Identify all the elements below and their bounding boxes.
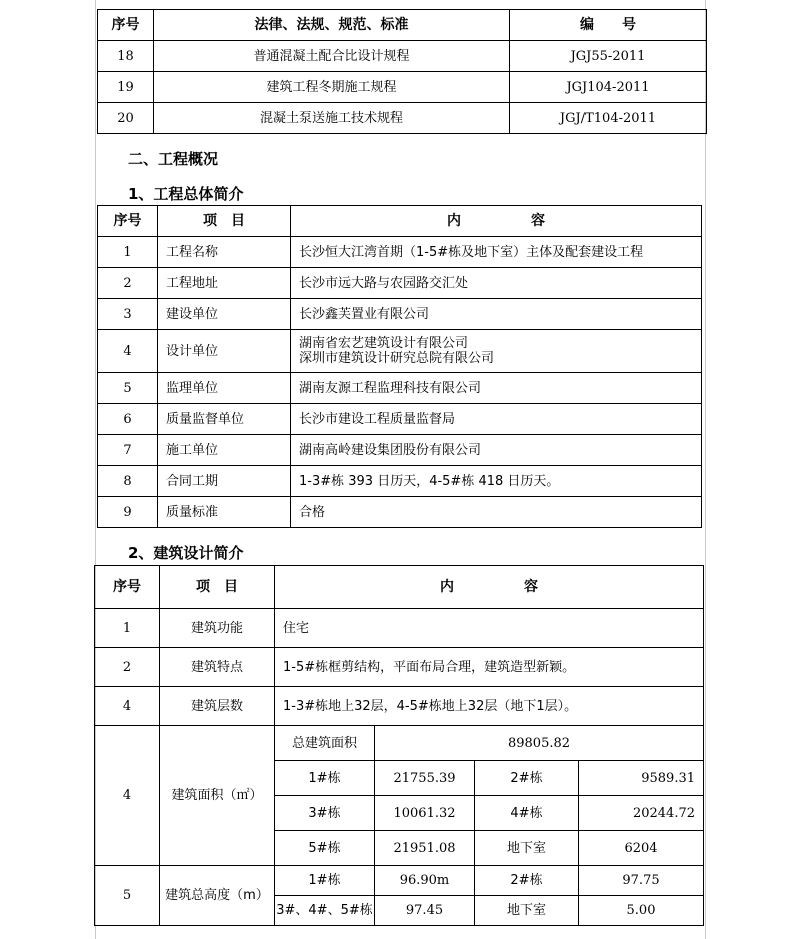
row-no: 4 (98, 330, 158, 373)
building-label: 1#栋 (275, 866, 375, 896)
table-row (98, 103, 707, 134)
total-area-label: 总建筑面积 (275, 726, 375, 761)
table-row (98, 299, 702, 330)
table-row (95, 866, 704, 896)
subsection-heading: 1、工程总体简介 (128, 185, 244, 203)
designer-line-1: 湖南省宏艺建筑设计有限公司 (299, 336, 469, 351)
item-content: 湖南友源工程监理科技有限公司 (291, 373, 702, 404)
building-label: 地下室 (475, 896, 579, 926)
building-height: 96.90m (375, 866, 475, 896)
building-label: 5#栋 (275, 831, 375, 866)
designer-line-2: 深圳市建筑设计研究总院有限公司 (299, 351, 495, 366)
regulation-name: 混凝土泵送施工技术规程 (154, 103, 510, 134)
building-label: 4#栋 (475, 796, 579, 831)
regulation-code: JGJ55-2011 (510, 41, 707, 72)
table-header-row (98, 206, 702, 237)
header-code: 编 号 (510, 10, 707, 41)
building-area: 21951.08 (375, 831, 475, 866)
item-label: 合同工期 (158, 466, 291, 497)
area-label: 建筑面积（㎡） (160, 726, 275, 866)
height-label: 建筑总高度（m） (160, 866, 275, 926)
building-height: 97.75 (579, 866, 704, 896)
item-label: 质量标准 (158, 497, 291, 528)
table-row (95, 726, 704, 761)
table-row (98, 497, 702, 528)
building-height: 5.00 (579, 896, 704, 926)
item-content: 长沙恒大江湾首期（1-5#栋及地下室）主体及配套建设工程 (291, 237, 702, 268)
item-content: 1-5#栋框剪结构，平面布局合理，建筑造型新颖。 (275, 648, 704, 687)
building-area: 6204 (579, 831, 704, 866)
regulation-name: 建筑工程冬期施工规程 (154, 72, 510, 103)
item-label: 质量监督单位 (158, 404, 291, 435)
item-content: 1-3#栋 393 日历天，4-5#栋 418 日历天。 (291, 466, 702, 497)
table-row (98, 466, 702, 497)
row-no: 1 (95, 609, 160, 648)
table-row (98, 373, 702, 404)
building-label: 2#栋 (475, 866, 579, 896)
table-row (98, 404, 702, 435)
regulation-code: JGJ104-2011 (510, 72, 707, 103)
header-item: 项 目 (160, 566, 275, 609)
item-label: 建筑特点 (160, 648, 275, 687)
table-row (98, 435, 702, 466)
table-row (98, 237, 702, 268)
header-no: 序号 (98, 10, 154, 41)
row-no: 18 (98, 41, 154, 72)
item-label: 监理单位 (158, 373, 291, 404)
item-label: 建筑功能 (160, 609, 275, 648)
item-label: 工程地址 (158, 268, 291, 299)
item-content: 长沙市远大路与农园路交汇处 (291, 268, 702, 299)
subsection-heading: 2、建筑设计简介 (128, 544, 244, 562)
row-no: 5 (98, 373, 158, 404)
row-no: 20 (98, 103, 154, 134)
row-no: 4 (95, 726, 160, 866)
header-no: 序号 (95, 566, 160, 609)
row-no: 1 (98, 237, 158, 268)
building-label: 2#栋 (475, 761, 579, 796)
architectural-design-table (94, 565, 704, 926)
item-content: 长沙市建设工程质量监督局 (291, 404, 702, 435)
header-item: 项 目 (158, 206, 291, 237)
table-row (95, 648, 704, 687)
item-label: 设计单位 (158, 330, 291, 373)
row-no: 4 (95, 687, 160, 726)
row-no: 6 (98, 404, 158, 435)
row-no: 2 (95, 648, 160, 687)
building-area: 21755.39 (375, 761, 475, 796)
row-no: 7 (98, 435, 158, 466)
section-heading: 二、工程概况 (128, 150, 219, 168)
header-no: 序号 (98, 206, 158, 237)
building-label: 1#栋 (275, 761, 375, 796)
building-height: 97.45 (375, 896, 475, 926)
building-area: 10061.32 (375, 796, 475, 831)
page-margin-line-right (705, 0, 706, 939)
building-area: 9589.31 (579, 761, 704, 796)
building-area: 20244.72 (579, 796, 704, 831)
table-header-row (95, 566, 704, 609)
row-no: 5 (95, 866, 160, 926)
header-regulation: 法律、法规、规范、标准 (154, 10, 510, 41)
total-area-value: 89805.82 (375, 726, 704, 761)
item-label: 工程名称 (158, 237, 291, 268)
item-content: 1-3#栋地上32层，4-5#栋地上32层（地下1层）。 (275, 687, 704, 726)
item-content: 湖南高岭建设集团股份有限公司 (291, 435, 702, 466)
building-label: 地下室 (475, 831, 579, 866)
table-row (98, 268, 702, 299)
row-no: 9 (98, 497, 158, 528)
table-row (98, 72, 707, 103)
header-content: 内 容 (291, 206, 702, 237)
header-content: 内 容 (275, 566, 704, 609)
item-label: 建筑层数 (160, 687, 275, 726)
item-label: 施工单位 (158, 435, 291, 466)
table-row (95, 687, 704, 726)
row-no: 19 (98, 72, 154, 103)
regulation-name: 普通混凝土配合比设计规程 (154, 41, 510, 72)
building-label: 3#、4#、5#栋 (275, 896, 375, 926)
regulation-code: JGJ/T104-2011 (510, 103, 707, 134)
project-overview-table (97, 205, 702, 528)
row-no: 2 (98, 268, 158, 299)
item-content: 长沙鑫芙置业有限公司 (291, 299, 702, 330)
item-content: 合格 (291, 497, 702, 528)
regulations-table (97, 9, 707, 134)
row-no: 8 (98, 466, 158, 497)
item-label: 建设单位 (158, 299, 291, 330)
row-no: 3 (98, 299, 158, 330)
table-row (98, 41, 707, 72)
table-row (98, 330, 702, 373)
building-label: 3#栋 (275, 796, 375, 831)
item-content: 住宅 (275, 609, 704, 648)
table-header-row (98, 10, 707, 41)
table-row (95, 609, 704, 648)
item-content (291, 330, 702, 373)
